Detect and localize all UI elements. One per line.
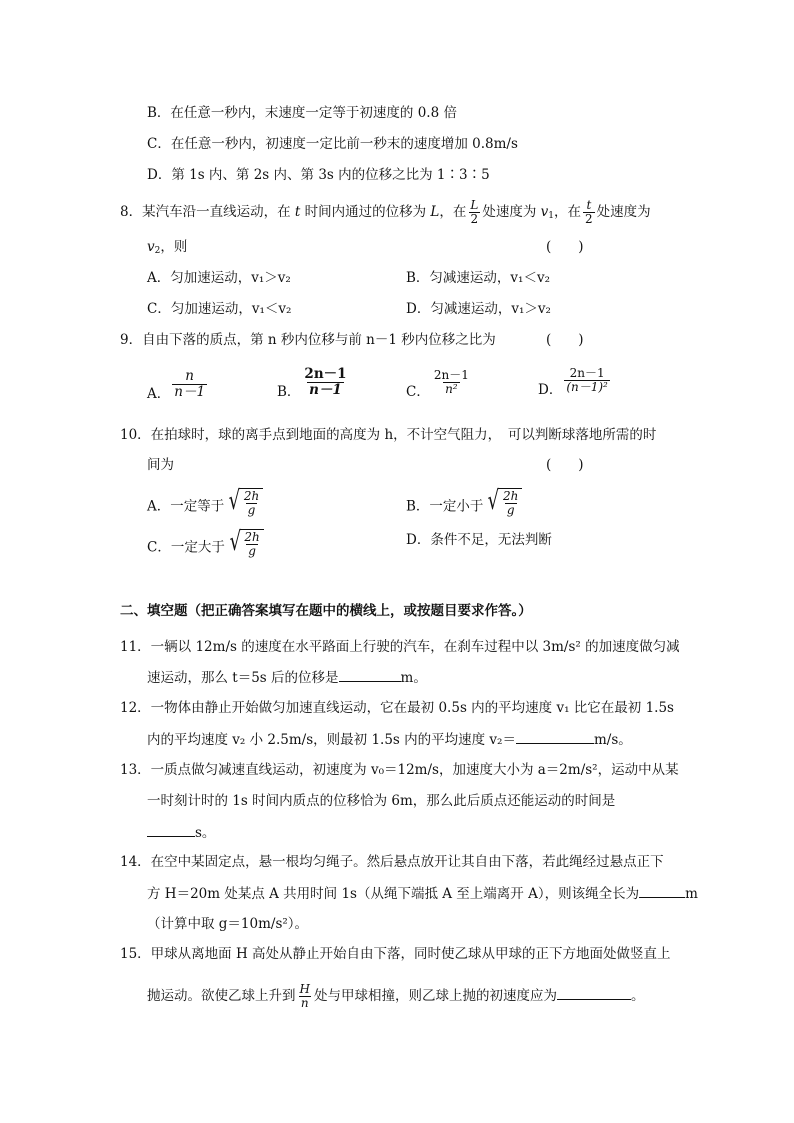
q11-line2 xyxy=(147,667,427,688)
q8-text: 处速度为 xyxy=(482,204,541,220)
q8-option-c: C．匀加速运动，v₁＜v₂ xyxy=(147,301,292,317)
subscript: 1 xyxy=(548,211,555,221)
q8-option-a: A．匀加速运动，v₁＞v₂ xyxy=(147,270,291,286)
q11-line1: 11．一辆以 12m/s 的速度在水平路面上行驶的汽车，在刹车过程中以 3m/s² 的加速度做匀减 xyxy=(120,639,680,655)
option-label: C．一定大于 xyxy=(147,539,225,556)
q8-answer-paren: ( ) xyxy=(546,239,584,255)
option-label: C． xyxy=(406,384,430,400)
fraction-denominator: n－1 xyxy=(309,382,342,398)
q8-var-v: v xyxy=(147,239,155,255)
fraction-numerator: 2h xyxy=(243,489,260,503)
q12-text: m/s。 xyxy=(593,732,632,748)
q8-var-v: v xyxy=(540,204,549,220)
option-label: A． xyxy=(147,386,171,402)
q14-line3: （计算中取 g＝10m/s²）。 xyxy=(147,916,309,932)
answer-blank[interactable] xyxy=(147,822,195,837)
q10-option-b xyxy=(406,484,522,518)
q14-line1: 14．在空中某固定点，悬一根均匀绳子。然后悬点放开让其自由下落，若此绳经过悬点正下 xyxy=(120,854,664,870)
q9-answer-paren: ( ) xyxy=(546,332,584,348)
fraction-numerator: 2n－1 xyxy=(304,366,347,382)
fraction-denominator: n xyxy=(300,996,309,1010)
fraction xyxy=(501,490,520,517)
fraction-denominator: g xyxy=(506,503,515,517)
fraction-denominator: n² xyxy=(445,382,458,396)
q12-line2 xyxy=(147,729,632,750)
fraction-denominator: n－1 xyxy=(174,384,206,400)
q8-option-b: B．匀减速运动，v₁＜v₂ xyxy=(406,270,550,286)
fraction-numerator: 2h xyxy=(244,530,260,544)
q8-text: 处速度为 xyxy=(596,204,651,220)
q11-text: 速运动，那么 t＝5s 后的位移是 xyxy=(147,670,339,686)
fraction-denominator: g xyxy=(248,544,256,558)
q9-option-a xyxy=(147,369,209,404)
option-label: D． xyxy=(538,382,563,398)
fraction-numerator: 2n－1 xyxy=(569,366,605,380)
q8-text: 某汽车沿一直线运动，在 xyxy=(142,204,295,220)
q8-text: ，在 xyxy=(439,204,467,220)
q15-line1: 15．甲球从离地面 H 高处从静止开始自由下落，同时使乙球从甲球的正下方地面处做竖直上 xyxy=(120,946,671,962)
q8-fraction-l-over-2 xyxy=(468,199,480,226)
q15-fraction-h-over-n xyxy=(298,983,312,1010)
option-label: B．一定小于 xyxy=(406,498,484,515)
fraction-denominator: 2 xyxy=(585,212,593,226)
q12-text: 内的平均速度 v₂ 小 2.5m/s，则最初 1.5s 内的平均速度 v₂＝ xyxy=(147,732,516,748)
q15-text: 。 xyxy=(630,988,645,1004)
q10-option-c xyxy=(147,525,264,559)
q12-line1: 12．一物体由静止开始做匀加速直线运动，它在最初 0.5s 内的平均速度 v₁ 比它在最初 1.5s xyxy=(120,700,674,716)
q9-option-d xyxy=(538,367,612,400)
q14-text: m xyxy=(685,886,698,902)
q9-stem: 9．自由下落的质点，第 n 秒内位移与前 n－1 秒内位移之比为 xyxy=(120,332,496,348)
q9-b-fraction xyxy=(302,367,348,398)
fraction xyxy=(242,531,261,558)
q11-text: m。 xyxy=(400,670,427,686)
fraction-denominator: g xyxy=(247,503,256,517)
fraction-numerator: 2n－1 xyxy=(433,368,469,382)
q7-option-d: D．第 1s 内、第 2s 内、第 3s 内的位移之比为 1∶3∶5 xyxy=(147,167,490,183)
q8-var-l: L xyxy=(430,204,440,220)
q10-answer-paren: ( ) xyxy=(546,457,584,473)
q9-c-fraction xyxy=(432,369,471,396)
q14-line2 xyxy=(147,883,698,904)
q9-d-fraction xyxy=(564,367,610,394)
q10-stem-line1: 10．在拍球时，球的离手点到地面的高度为 h，不计空气阻力， 可以判断球落地所需的时 xyxy=(120,427,657,443)
option-label: A．一定等于 xyxy=(147,498,225,515)
q8-stem xyxy=(120,199,651,226)
q10-option-a xyxy=(147,484,263,518)
fraction-denominator: (n－1)² xyxy=(566,380,608,394)
q13-line3 xyxy=(147,822,215,843)
q13-text: s。 xyxy=(195,825,216,841)
q15-text: 处与甲球相撞，则乙球上抛的初速度应为 xyxy=(313,988,557,1004)
q13-line2: 一时刻计时的 1s 时间内质点的位移恰为 6m，那么此后质点还能运动的时间是 xyxy=(147,793,616,809)
fraction-numerator: H xyxy=(299,982,310,996)
q9-option-c xyxy=(406,369,473,402)
answer-blank[interactable] xyxy=(339,667,401,682)
answer-blank[interactable] xyxy=(516,729,594,744)
answer-blank[interactable] xyxy=(557,985,631,1000)
q7-option-b: B．在任意一秒内，末速度一定等于初速度的 0.8 倍 xyxy=(147,105,457,121)
fraction-numerator: L xyxy=(470,198,479,212)
fraction-numerator: 2h xyxy=(503,489,519,503)
subscript: 2 xyxy=(154,246,161,256)
q13-line1: 13．一质点做匀减速直线运动，初速度为 v₀＝12m/s，加速度大小为 a＝2m/s²，运动中从某 xyxy=(120,762,679,778)
answer-blank[interactable] xyxy=(639,883,685,898)
q7-option-c: C．在任意一秒内，初速度一定比前一秒末的速度增加 0.8m/s xyxy=(147,136,518,152)
sqrt-2h-over-g: √ $\frac{2h}{g}$ xyxy=(485,484,522,518)
q9-option-b xyxy=(277,367,351,402)
sqrt-2h-over-g: √ $\frac{2h}{g}$ xyxy=(226,484,263,518)
q8-option-d: D．匀减速运动，v₁＞v₂ xyxy=(406,301,551,317)
q9-a-fraction xyxy=(172,369,207,400)
q8-fraction-t-over-2 xyxy=(583,199,595,226)
q10-option-d: D．条件不足，无法判断 xyxy=(406,532,552,548)
option-label: B． xyxy=(277,384,301,400)
q8-number: 8． xyxy=(120,204,143,220)
q8-text: ，在 xyxy=(554,204,582,220)
fraction xyxy=(242,490,261,517)
sqrt-2h-over-g: √ $\frac{2h}{g}$ xyxy=(227,525,264,559)
q14-text: 方 H＝20m 处某点 A 共用时间 1s（从绳下端抵 A 至上端离开 A），则该绳全长为 xyxy=(147,886,640,902)
fraction-numerator: n xyxy=(185,368,194,384)
q8-var-t: t xyxy=(294,204,301,220)
fraction-denominator: 2 xyxy=(470,212,479,226)
q8-stem-line2 xyxy=(147,237,187,261)
q10-stem-line2: 间为 xyxy=(147,457,174,473)
fraction-numerator: t xyxy=(586,198,592,212)
q15-line2 xyxy=(147,983,644,1010)
q8-text: ，则 xyxy=(160,239,188,255)
q15-text: 抛运动。欲使乙球上升到 xyxy=(147,988,296,1004)
section-title: 二、填空题（把正确答案填写在题中的横线上，或按题目要求作答。） xyxy=(120,603,532,619)
q8-text: 时间内通过的位移为 xyxy=(300,204,431,220)
